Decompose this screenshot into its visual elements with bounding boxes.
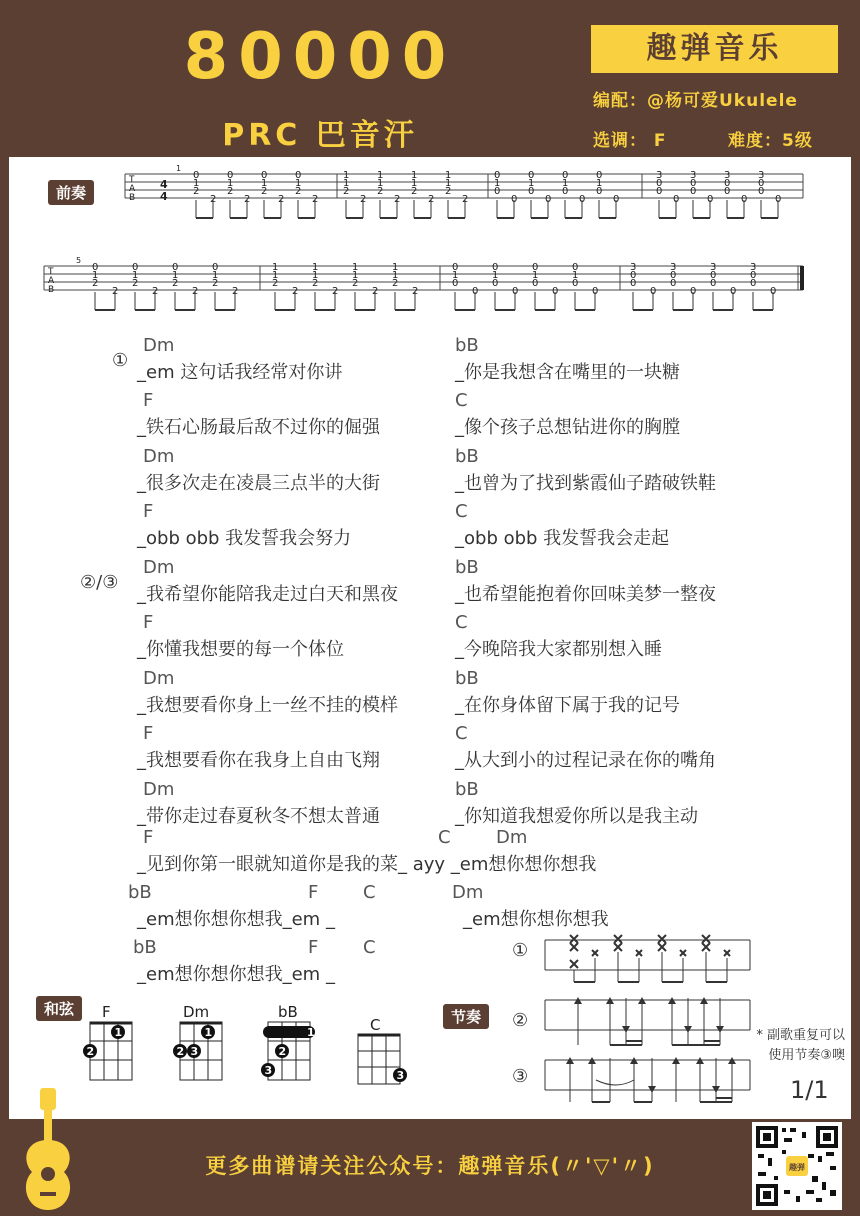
tab-fret-number: 2 — [394, 194, 401, 205]
tab-fret-number: 1 — [312, 262, 319, 273]
tab-fret-number: 2 — [428, 194, 435, 205]
rhythm-marker-2: ② — [512, 1010, 529, 1031]
chord-name-c: C — [370, 1016, 381, 1034]
tab-fret-number: 0 — [552, 286, 559, 297]
tab-fret-number: 0 — [452, 262, 459, 273]
intro-label: 前奏 — [48, 180, 94, 205]
chord-label: F — [143, 723, 154, 744]
tab-fret-number: 1 — [212, 270, 219, 281]
tab-fret-number: 2 — [295, 186, 302, 197]
qr-logo-text: 趣弹 — [789, 1163, 805, 1172]
lyric-line: _obb obb 我发誓我会努力 — [137, 528, 352, 549]
tab-fret-number: 1 — [596, 178, 603, 189]
tab-fret-number: 0 — [673, 194, 680, 205]
tab-fret-number: 0 — [724, 186, 731, 197]
lyric-line: _em想你想你想我 — [463, 909, 609, 930]
lyric-line: _em 这句话我经常对你讲 — [137, 362, 343, 383]
tab-fret-number: 1 — [272, 270, 279, 281]
tab-fret-number: 0 — [758, 178, 765, 189]
chord-label: C — [438, 827, 451, 848]
tab-fret-number: 3 — [750, 262, 757, 273]
finger-bb-3: 3 — [264, 1064, 273, 1077]
tab-fret-number: 0 — [579, 194, 586, 205]
tab-fret-number: 0 — [511, 194, 518, 205]
tab-fret-number: 2 — [132, 278, 139, 289]
tab-fret-number: 2 — [192, 286, 199, 297]
chord-label: C — [363, 882, 376, 903]
chord-diagram-bb — [261, 1003, 315, 1080]
tab-fret-number: 2 — [278, 194, 285, 205]
tab-fret-number: 2 — [411, 186, 418, 197]
lyric-line: _在你身体留下属于我的记号 — [455, 695, 680, 716]
lyric-line: _我想要看你在我身上自由飞翔 — [137, 750, 380, 771]
tab-fret-number: 2 — [377, 186, 384, 197]
tab-fret-number: 0 — [741, 194, 748, 205]
finger-bb-1: 1 — [307, 1026, 315, 1039]
tab-fret-number: 0 — [613, 194, 620, 205]
tab-fret-number: 2 — [261, 186, 268, 197]
tab-fret-number: 0 — [710, 270, 717, 281]
tab-fret-number: 0 — [596, 186, 603, 197]
finger-f-1: 1 — [114, 1026, 123, 1039]
tab-clef-1 — [128, 164, 181, 203]
tab-fret-number: 2 — [227, 186, 234, 197]
lyric-line: _你知道我想爱你所以是我主动 — [455, 806, 698, 827]
tab-fret-number: 0 — [758, 186, 765, 197]
brand-badge: 趣弹音乐 — [591, 25, 838, 73]
tab-fret-number: 0 — [227, 170, 234, 181]
rhythm-marker-3: ③ — [512, 1066, 529, 1087]
tab-fret-number: 2 — [445, 186, 452, 197]
tab-fret-number: 3 — [630, 262, 637, 273]
tab-fret-number: 0 — [545, 194, 552, 205]
lyric-line: _从大到小的过程记录在你的嘴角 — [455, 750, 716, 771]
tab-fret-number: 2 — [272, 278, 279, 289]
tab-fret-number: 2 — [210, 194, 217, 205]
tab-fret-number: 1 — [572, 270, 579, 281]
chord-label: bB — [455, 668, 479, 689]
tab-fret-number: 1 — [411, 178, 418, 189]
lyric-line: _你是我想含在嘴里的一块糖 — [455, 362, 680, 383]
tab-fret-number: 0 — [295, 170, 302, 181]
chord-label: C — [455, 501, 468, 522]
tab-clef-t2: T — [48, 267, 54, 277]
finger-f-2: 2 — [86, 1045, 95, 1058]
tab-fret-number: 0 — [261, 170, 268, 181]
tab-fret-number: 1 — [295, 178, 302, 189]
rhythm-pattern-3 — [545, 1058, 750, 1102]
chord-label: C — [455, 612, 468, 633]
chord-diagrams — [70, 1000, 430, 1090]
tab-fret-number: 0 — [562, 170, 569, 181]
chord-label: Dm — [143, 557, 175, 578]
tab-fret-number: 0 — [724, 178, 731, 189]
tab-fret-number: 1 — [172, 270, 179, 281]
chord-label: F — [143, 827, 154, 848]
tab-fret-number: 0 — [690, 178, 697, 189]
tab-fret-number: 1 — [392, 270, 399, 281]
tab-fret-number: 1 — [261, 178, 268, 189]
lyric-line: _见到你第一眼就知道你是我的菜_ ayy _em想你想你想我 — [137, 854, 597, 875]
tab-fret-number: 0 — [212, 262, 219, 273]
lyric-line: _很多次走在凌晨三点半的大街 — [137, 473, 380, 494]
lyric-line: _我希望你能陪我走过白天和黑夜 — [137, 584, 398, 605]
finger-dm-2: 2 — [176, 1045, 185, 1058]
tab-fret-number: 2 — [152, 286, 159, 297]
song-title: 80000 — [183, 20, 457, 94]
tab-fret-number: 0 — [528, 186, 535, 197]
verse-marker-1: ① — [112, 350, 129, 371]
tab-fret-number: 1 — [132, 270, 139, 281]
tab-clef-a: A — [129, 184, 136, 194]
tab-fret-number: 1 — [92, 270, 99, 281]
tab-fret-number: 0 — [596, 170, 603, 181]
chord-label: Dm — [143, 668, 175, 689]
tab-fret-number: 1 — [193, 178, 200, 189]
tab-fret-number: 0 — [730, 286, 737, 297]
chord-label: F — [308, 882, 319, 903]
key-text: 选调： F — [593, 131, 667, 151]
song-artist: PRC 巴音汗 — [222, 118, 418, 153]
tab-fret-number: 0 — [656, 178, 663, 189]
tab-fret-number: 0 — [452, 278, 459, 289]
lyric-line: _em想你想你想我_em _ — [137, 909, 335, 930]
tab-fret-number: 0 — [572, 278, 579, 289]
tab-fret-number: 0 — [512, 286, 519, 297]
intro-tab — [0, 160, 860, 330]
chord-label: F — [143, 501, 154, 522]
time-sig-bottom: 4 — [160, 190, 168, 203]
tab-fret-number: 1 — [494, 178, 501, 189]
tab-fret-number: 0 — [494, 186, 501, 197]
chord-label: bB — [455, 779, 479, 800]
tab-fret-number: 0 — [690, 186, 697, 197]
tab-fret-number: 1 — [227, 178, 234, 189]
tab-fret-number: 0 — [630, 278, 637, 289]
finger-dm-1: 1 — [204, 1026, 213, 1039]
tab-fret-number: 0 — [532, 278, 539, 289]
tab-fret-number: 1 — [411, 170, 418, 181]
tab-fret-number: 2 — [232, 286, 239, 297]
tab-fret-number: 2 — [412, 286, 419, 297]
chords-label: 和弦 — [36, 996, 82, 1021]
tab-fret-number: 0 — [707, 194, 714, 205]
tab-fret-number: 0 — [528, 170, 535, 181]
tab-fret-number: 0 — [92, 262, 99, 273]
tab-fret-number: 3 — [656, 170, 663, 181]
chord-label: bB — [455, 557, 479, 578]
chord-label: C — [455, 723, 468, 744]
lyric-line: _今晚陪我大家都别想入睡 — [455, 639, 662, 660]
tab-fret-number: 0 — [494, 170, 501, 181]
qr-code-image — [756, 1126, 838, 1206]
chord-diagram-dm — [173, 1003, 222, 1080]
chord-label: Dm — [143, 335, 175, 356]
tab-fret-number: 1 — [445, 178, 452, 189]
qr-code[interactable] — [752, 1122, 842, 1210]
tab-fret-number: 1 — [272, 262, 279, 273]
chord-label: F — [308, 937, 319, 958]
rhythm-pattern-2 — [545, 998, 750, 1045]
tab-fret-number: 3 — [710, 262, 717, 273]
tab-fret-number: 1 — [492, 270, 499, 281]
tab-fret-number: 0 — [690, 286, 697, 297]
tab-fret-number: 1 — [352, 270, 359, 281]
tab-fret-number: 0 — [492, 278, 499, 289]
tab-fret-number: 1 — [377, 178, 384, 189]
tab-fret-number: 1 — [528, 178, 535, 189]
footer-text: 更多曲谱请关注公众号：趣弹音乐(〃'▽'〃) — [205, 1154, 655, 1178]
tab-fret-number: 2 — [92, 278, 99, 289]
tab-fret-number: 2 — [193, 186, 200, 197]
tab-fret-number: 1 — [452, 270, 459, 281]
chord-name-bb: bB — [278, 1003, 298, 1021]
tab-fret-number: 0 — [770, 286, 777, 297]
chord-diagram-c — [358, 1016, 407, 1084]
arranger-text: 编配：@杨可爱Ukulele — [593, 91, 798, 111]
tab-fret-number: 2 — [360, 194, 367, 205]
chord-diagram-f — [83, 1003, 132, 1080]
chord-label: Dm — [452, 882, 484, 903]
tab-fret-number: 2 — [212, 278, 219, 289]
lyric-line: _em想你想你想我_em _ — [137, 964, 335, 985]
tab-fret-number: 1 — [352, 262, 359, 273]
tab-fret-number: 0 — [670, 278, 677, 289]
chord-label: Dm — [143, 779, 175, 800]
tab-fret-number: 0 — [132, 262, 139, 273]
chord-name-dm: Dm — [183, 1003, 210, 1021]
tab-fret-number: 0 — [710, 278, 717, 289]
ukulele-icon — [16, 1080, 106, 1210]
chord-label: F — [143, 390, 154, 411]
tab-fret-number: 0 — [592, 286, 599, 297]
tab-fret-number: 0 — [562, 186, 569, 197]
tab-fret-number: 2 — [292, 286, 299, 297]
lyric-line: _也希望能抱着你回味美梦一整夜 — [455, 584, 716, 605]
chord-label: C — [455, 390, 468, 411]
time-sig-top: 4 — [160, 178, 168, 191]
tab-fret-number: 2 — [312, 278, 319, 289]
tab-fret-number: 3 — [758, 170, 765, 181]
tab-fret-number: 0 — [472, 286, 479, 297]
measure-number-1: 1 — [176, 164, 182, 173]
tab-fret-number: 0 — [670, 270, 677, 281]
chord-label: Dm — [496, 827, 528, 848]
tab-fret-number: 1 — [377, 170, 384, 181]
tab-fret-number: 2 — [462, 194, 469, 205]
chord-label: F — [143, 612, 154, 633]
lyric-line: _我想要看你身上一丝不挂的模样 — [137, 695, 398, 716]
tab-clef-a2: A — [48, 276, 55, 286]
lyric-line: _铁石心肠最后敌不过你的倔强 — [137, 417, 380, 438]
tab-fret-number: 2 — [244, 194, 251, 205]
tab-fret-number: 2 — [343, 186, 350, 197]
lyric-line: _像个孩子总想钻进你的胸膛 — [455, 417, 680, 438]
tab-fret-number: 2 — [332, 286, 339, 297]
rhythm-note: * 副歌重复可以使用节奏③噢 — [756, 1028, 845, 1063]
finger-c-3: 3 — [396, 1069, 405, 1082]
tab-fret-number: 1 — [532, 270, 539, 281]
finger-dm-3: 3 — [190, 1045, 199, 1058]
lyric-line: _也曾为了找到紫霞仙子踏破铁鞋 — [455, 473, 716, 494]
tab-fret-number: 0 — [750, 278, 757, 289]
tab-fret-number: 1 — [445, 170, 452, 181]
verse-marker-2-3: ②/③ — [80, 572, 119, 593]
tab-clef-b2: B — [48, 285, 55, 295]
tab-fret-number: 0 — [193, 170, 200, 181]
tab-fret-number: 3 — [670, 262, 677, 273]
tab-fret-number: 0 — [572, 262, 579, 273]
finger-bb-2: 2 — [278, 1045, 287, 1058]
measure-number-5: 5 — [76, 256, 82, 265]
lyric-line: _带你走过春夏秋冬不想太普通 — [137, 806, 380, 827]
tab-fret-number: 1 — [343, 178, 350, 189]
tab-fret-number: 2 — [372, 286, 379, 297]
tab-clef-b: B — [129, 193, 136, 203]
tab-clef-t: T — [129, 175, 135, 185]
tab-fret-number: 2 — [172, 278, 179, 289]
tab-fret-number: 0 — [532, 262, 539, 273]
difficulty-text: 难度：5级 — [728, 131, 813, 151]
tab-fret-number: 0 — [630, 270, 637, 281]
chord-label: C — [363, 937, 376, 958]
rhythm-marker-1: ① — [512, 940, 529, 961]
tab-fret-number: 1 — [562, 178, 569, 189]
tab-fret-number: 0 — [650, 286, 657, 297]
tab-fret-number: 2 — [352, 278, 359, 289]
tab-fret-number: 0 — [492, 262, 499, 273]
chord-label: bB — [455, 335, 479, 356]
tab-fret-number: 2 — [392, 278, 399, 289]
chord-label: bB — [128, 882, 152, 903]
tab-fret-number: 0 — [172, 262, 179, 273]
page-number: 1/1 — [790, 1076, 829, 1104]
tab-fret-number: 1 — [343, 170, 350, 181]
tab-fret-number: 2 — [312, 194, 319, 205]
chord-label: bB — [455, 446, 479, 467]
tab-fret-number: 1 — [392, 262, 399, 273]
rhythm-patterns — [540, 930, 760, 1110]
tab-fret-number: 1 — [312, 270, 319, 281]
lyric-line: _obb obb 我发誓我会走起 — [455, 528, 670, 549]
lyric-line: _你懂我想要的每一个体位 — [137, 639, 344, 660]
chord-label: bB — [133, 937, 157, 958]
tab-fret-number: 0 — [656, 186, 663, 197]
tab-fret-number: 0 — [750, 270, 757, 281]
tab-fret-number: 0 — [775, 194, 782, 205]
tab-fret-number: 3 — [724, 170, 731, 181]
tab-fret-number: 3 — [690, 170, 697, 181]
chord-label: Dm — [143, 446, 175, 467]
chord-name-f: F — [102, 1003, 111, 1021]
rhythm-label: 节奏 — [443, 1004, 489, 1029]
rhythm-pattern-1 — [545, 935, 750, 982]
tab-fret-number: 2 — [112, 286, 119, 297]
